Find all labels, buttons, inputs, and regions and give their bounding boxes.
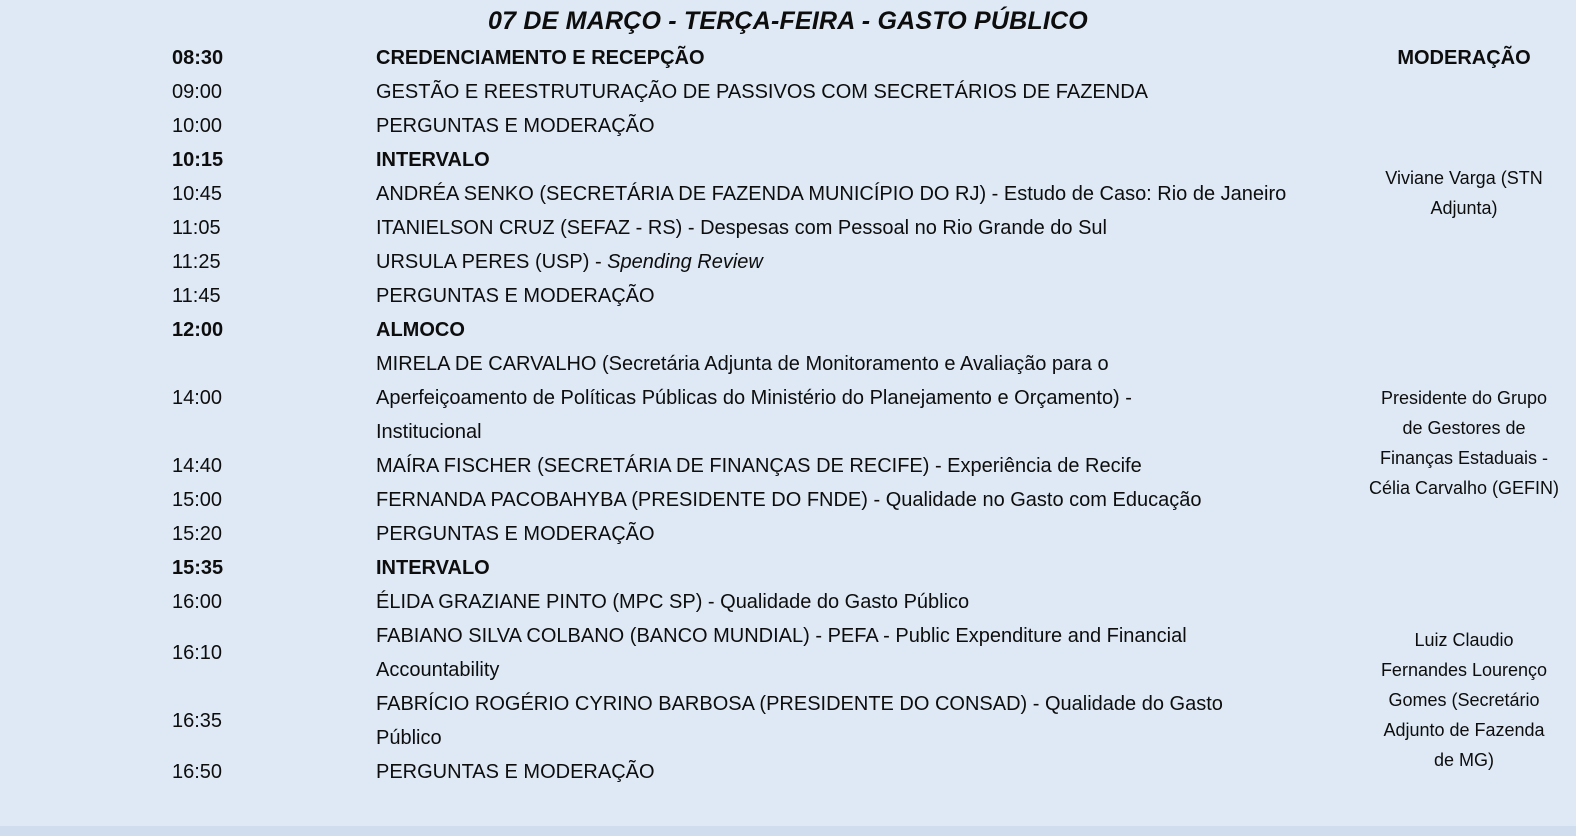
session-cell: [376, 75, 1372, 109]
session-description: MAÍRA FISCHER (SECRETÁRIA DE FINANÇAS DE RECIFE) - Experiência de Recife: [376, 455, 1142, 477]
schedule-row: [0, 517, 1372, 551]
time-cell: 14:40: [172, 455, 223, 477]
session-cell: [376, 279, 1372, 313]
schedule-row: [0, 483, 1372, 517]
session-cell: [376, 41, 1372, 75]
agenda-table: [0, 41, 1372, 789]
session-cell: [376, 211, 1372, 245]
session-description: INTERVALO: [376, 557, 490, 579]
moderator-name: Gomes (Secretário: [1388, 690, 1540, 710]
session-cell: [376, 347, 1372, 449]
session-cell: [376, 313, 1372, 347]
time-cell: 15:35: [172, 557, 224, 579]
schedule-row: [0, 109, 1372, 143]
moderator-name: Adjunta): [1430, 198, 1498, 218]
moderator-name: Viviane Varga (STN: [1385, 168, 1543, 188]
time-cell: 15:20: [172, 523, 223, 545]
moderator-name: Finanças Estaduais -: [1379, 448, 1549, 468]
session-cell: [376, 109, 1372, 143]
schedule-row: [0, 245, 1372, 279]
moderator-name: Célia Carvalho (GEFIN): [1368, 478, 1560, 498]
session-cell: [376, 143, 1372, 177]
schedule-row: [0, 75, 1372, 109]
schedule-row: [0, 211, 1372, 245]
session-description: Público: [376, 727, 442, 749]
session-description: PERGUNTAS E MODERAÇÃO: [376, 115, 655, 137]
time-cell: 08:30: [172, 47, 224, 69]
session-description: FABIANO SILVA COLBANO (BANCO MUNDIAL) - PEFA - Public Expenditure and Financial: [376, 625, 1187, 647]
time-cell: 15:00: [172, 489, 223, 511]
schedule-row: [0, 449, 1372, 483]
moderation-column: [1352, 0, 1576, 836]
schedule-row: [0, 619, 1372, 687]
session-description: ITANIELSON CRUZ (SEFAZ - RS) - Despesas com Pessoal no Rio Grande do Sul: [376, 217, 1107, 239]
session-description: Institucional: [376, 421, 482, 443]
time-cell: 10:00: [172, 115, 223, 137]
schedule-row: [0, 313, 1372, 347]
session-description-text: URSULA PERES (USP) -: [376, 251, 608, 273]
schedule-row: [0, 279, 1372, 313]
time-cell: 16:00: [172, 591, 223, 613]
time-cell: 11:45: [172, 285, 221, 307]
schedule-row: [0, 41, 1372, 75]
session-description-italic: Spending Review: [607, 251, 763, 273]
moderator-block: [1352, 163, 1576, 223]
session-description: PERGUNTAS E MODERAÇÃO: [376, 285, 655, 307]
session-description: Accountability: [376, 659, 500, 681]
time-cell: 16:10: [172, 642, 223, 664]
session-description: FABRÍCIO ROGÉRIO CYRINO BARBOSA (PRESIDENTE DO CONSAD) - Qualidade do Gasto: [376, 693, 1223, 715]
session-description: INTERVALO: [376, 149, 490, 171]
schedule-row: [0, 347, 1372, 449]
session-cell: [376, 755, 1372, 789]
moderation-header: MODERAÇÃO: [1397, 47, 1531, 69]
moderator-name: Adjunto de Fazenda: [1383, 720, 1545, 740]
footer-stripe: [0, 826, 1576, 836]
session-cell: [376, 585, 1372, 619]
time-cell: 16:50: [172, 761, 223, 783]
session-cell: [376, 449, 1372, 483]
moderator-block: [1352, 383, 1576, 503]
session-description: ÉLIDA GRAZIANE PINTO (MPC SP) - Qualidade do Gasto Público: [376, 591, 970, 613]
session-cell: [376, 517, 1372, 551]
session-description: GESTÃO E REESTRUTURAÇÃO DE PASSIVOS COM SECRETÁRIOS DE FAZENDA: [376, 81, 1148, 103]
time-cell: 10:45: [172, 183, 223, 205]
time-cell: 10:15: [172, 149, 224, 171]
schedule-row: [0, 585, 1372, 619]
moderator-name: de MG): [1433, 750, 1494, 770]
session-description: ALMOCO: [376, 319, 465, 341]
time-cell: 12:00: [172, 319, 224, 341]
session-description: MIRELA DE CARVALHO (Secretária Adjunta de Monitoramento e Avaliação para o: [376, 353, 1109, 375]
session-cell: [376, 245, 1372, 279]
time-cell: 09:00: [172, 81, 223, 103]
session-description: PERGUNTAS E MODERAÇÃO: [376, 761, 655, 783]
session-description: CREDENCIAMENTO E RECEPÇÃO: [376, 47, 705, 69]
moderator-block: [1352, 625, 1576, 775]
moderator-name: Presidente do Grupo: [1380, 388, 1548, 408]
time-cell: 16:35: [172, 710, 223, 732]
session-description: [376, 245, 1372, 279]
schedule-row: [0, 143, 1372, 177]
session-cell: [376, 551, 1372, 585]
schedule-row: [0, 687, 1372, 755]
schedule-row: [0, 177, 1372, 211]
page-title: 07 DE MARÇO - TERÇA-FEIRA - GASTO PÚBLICO: [488, 7, 1088, 35]
schedule-row: [0, 755, 1372, 789]
moderator-name: Fernandes Lourenço: [1380, 660, 1548, 680]
time-cell: 11:05: [172, 217, 221, 239]
time-cell: 11:25: [172, 251, 221, 273]
time-cell: 14:00: [172, 387, 223, 409]
session-cell: [376, 619, 1372, 687]
moderator-name: Luiz Claudio: [1414, 630, 1514, 650]
session-description: FERNANDA PACOBAHYBA (PRESIDENTE DO FNDE) - Qualidade no Gasto com Educação: [376, 489, 1202, 511]
session-cell: [376, 177, 1372, 211]
session-description: PERGUNTAS E MODERAÇÃO: [376, 523, 655, 545]
session-description: Aperfeiçoamento de Políticas Públicas do Ministério do Planejamento e Orçamento) -: [376, 387, 1132, 409]
moderator-name: de Gestores de: [1402, 418, 1526, 438]
session-cell: [376, 483, 1372, 517]
schedule-row: [0, 551, 1372, 585]
session-description: ANDRÉA SENKO (SECRETÁRIA DE FAZENDA MUNICÍPIO DO RJ) - Estudo de Caso: Rio de Janeiro: [376, 183, 1287, 205]
session-cell: [376, 687, 1372, 755]
